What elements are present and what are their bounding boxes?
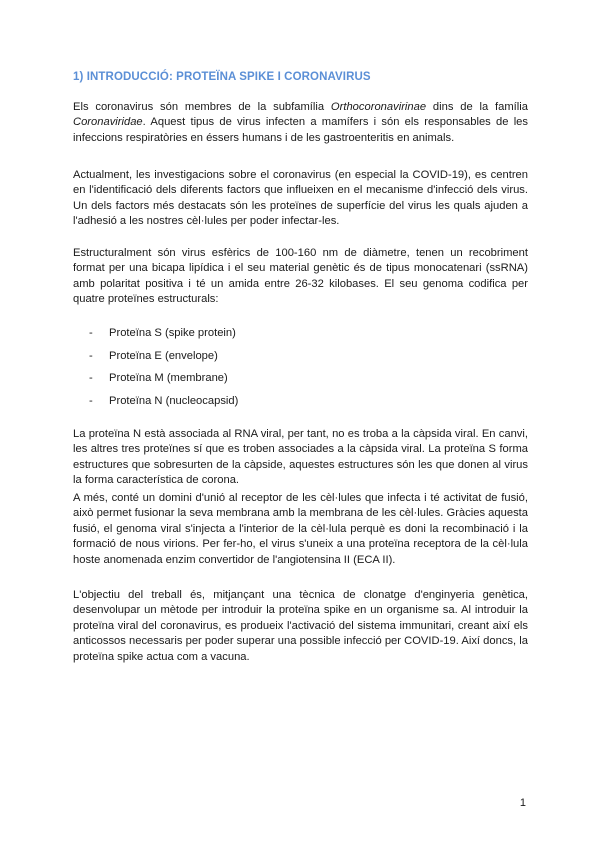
paragraph-protein-n: La proteïna N està associada al RNA viral, per tant, no es troba a la càpsida viral. En canvi, les altres tres proteïnes sí que es troben associades a la càpsida viral. La proteïna S forma estructures que sobresurten de la càpside, aquestes estructures són les que donen al virus la forma característica de corona. [73,428,528,487]
paragraph-fusion: A més, conté un domini d'unió al receptor de les cèl·lules que infecta i té activitat de fusió, això permet fusionar la seva membrana amb la membrana de les cèl·lules. Gràcies aquesta fusió, el genoma viral s'injecta a l'interior de la cèl·lula perquè es doni la recombinació i la formació de nous virions. Per fer-ho, el virus s'uneix a una proteïna receptora de la cèl·lula hoste anomenada enzim convertidor de l'angiotensina II (ECA II). [73,492,528,566]
text-run: Els coronavirus són membres de la subfamília [73,101,331,113]
list-item: - Proteïna M (membrane) [89,372,228,384]
italic-term: Orthocoronavirinae [330,101,427,113]
section-heading: 1) INTRODUCCIÓ: PROTEÏNA SPIKE I CORONAVIRUS [73,71,371,83]
text-run: dins de la família [426,101,528,113]
paragraph-research: Actualment, les investigacions sobre el coronavirus (en especial la COVID-19), es centren en l'identificació dels diferents factors que influeixen en el mecanisme d'infecció dels virus. Un dels factors més destacats són les proteïnes de superfície del virus les quals ajuden a l'adhesió a les nostres cèl·lules per poder infectar-les. [73,169,528,228]
page-number: 1 [519,797,526,809]
paragraph-structure: Estructuralment són virus esfèrics de 100-160 nm de diàmetre, tenen un recobriment format per una bicapa lipídica i el seu material genètic és de tipus monocatenari (ssRNA) amb polaritat positiva i té un amida entre 26-32 kilobases. El seu genoma codifica per quatre proteïnes estructurals: [73,247,528,306]
text-run: . Aquest tipus de virus infecten a mamífers i són els responsables de les infeccions respiratòries en éssers humans i de les gastroenteritis en animals. [73,116,528,144]
list-item: - Proteïna S (spike protein) [89,327,236,339]
protein-list [89,326,238,416]
paragraph-objective: L'objectiu del treball és, mitjançant una tècnica de clonatge d'enginyeria genètica, desenvolupar un mètode per introduir la proteïna spike en un organisme sa. Al introduir la proteïna viral del coronavirus, es produeix l'activació del sistema immunitari, creant així els anticossos necessaris per poder superar una possible infecció per COVID-19. Així doncs, la proteïna spike actua com a vacuna. [73,589,528,663]
list-item: - Proteïna E (envelope) [89,349,218,362]
paragraph-intro [73,100,528,146]
italic-term: Coronaviridae [73,116,143,129]
list-item: - Proteïna N (nucleocapsid) [89,394,239,407]
